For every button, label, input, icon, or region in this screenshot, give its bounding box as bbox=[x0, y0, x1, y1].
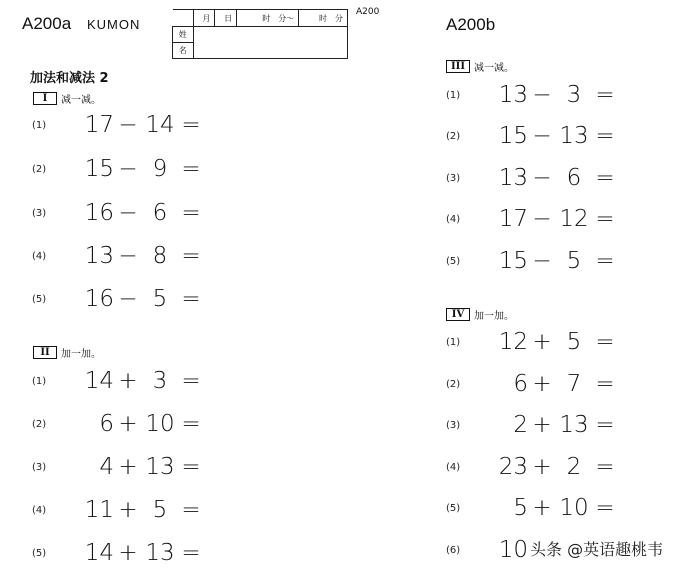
operator: + bbox=[118, 497, 138, 523]
operator: + bbox=[532, 495, 552, 521]
section-iv-label: IV bbox=[446, 308, 470, 321]
operand-a: 15 bbox=[498, 123, 528, 149]
operator: − bbox=[118, 156, 138, 182]
operand-b: 9 bbox=[152, 156, 168, 182]
operand-a: 17 bbox=[84, 112, 114, 138]
problem-number: (3) bbox=[32, 461, 47, 473]
operand-b: 10 bbox=[145, 411, 175, 437]
operator: − bbox=[118, 200, 138, 226]
right-page-code: A200b bbox=[446, 15, 496, 34]
worksheet-title: 加法和减法 2 bbox=[30, 71, 109, 86]
day-label: 日 bbox=[215, 10, 237, 27]
section-iv-instruction: 加一加。 bbox=[474, 311, 514, 322]
problem-number: (5) bbox=[446, 502, 461, 514]
equals-sign: = bbox=[595, 123, 615, 149]
operand-b: 6 bbox=[566, 165, 582, 191]
operator: + bbox=[532, 329, 552, 355]
operand-b: 13 bbox=[559, 412, 589, 438]
problem-row bbox=[32, 200, 204, 226]
problem-row bbox=[446, 206, 618, 232]
operand-a: 2 bbox=[513, 412, 528, 438]
section-iii-instruction: 减一减。 bbox=[474, 63, 515, 74]
operand-a: 23 bbox=[498, 454, 528, 480]
equals-sign: = bbox=[181, 286, 201, 312]
operator: − bbox=[118, 112, 138, 138]
problem-row bbox=[32, 112, 204, 138]
operand-a: 13 bbox=[498, 165, 528, 191]
problem-row bbox=[32, 368, 204, 394]
operand-a: 17 bbox=[498, 206, 528, 232]
operand-a: 4 bbox=[99, 454, 114, 480]
operand-a: 13 bbox=[84, 243, 114, 269]
operand-b: 7 bbox=[566, 371, 582, 397]
section-iii-label: III bbox=[446, 60, 470, 73]
equals-sign: = bbox=[181, 497, 201, 523]
problem-number: (4) bbox=[446, 461, 461, 473]
operand-a: 6 bbox=[99, 411, 114, 437]
equals-sign: = bbox=[181, 200, 201, 226]
operator: + bbox=[118, 368, 138, 394]
operand-b: 13 bbox=[145, 454, 175, 480]
operator: − bbox=[532, 248, 552, 274]
name-field[interactable] bbox=[193, 27, 348, 59]
operator: + bbox=[532, 371, 552, 397]
operand-a: 10 bbox=[498, 537, 528, 563]
equals-sign: = bbox=[181, 243, 201, 269]
operator: − bbox=[532, 123, 552, 149]
problem-number: (4) bbox=[32, 250, 47, 262]
operand-b: 8 bbox=[152, 243, 168, 269]
operator: + bbox=[532, 412, 552, 438]
operator: + bbox=[532, 454, 552, 480]
operand-b: 14 bbox=[145, 112, 175, 138]
operand-a: 15 bbox=[498, 248, 528, 274]
operator: + bbox=[118, 454, 138, 480]
equals-sign: = bbox=[181, 454, 201, 480]
problem-row bbox=[32, 497, 204, 523]
operand-a: 16 bbox=[84, 200, 114, 226]
problem-row bbox=[32, 454, 204, 480]
equals-sign: = bbox=[595, 495, 615, 521]
problem-number: (4) bbox=[32, 504, 47, 516]
problem-number: (5) bbox=[32, 293, 47, 305]
operand-b: 5 bbox=[566, 248, 582, 274]
problem-number: (3) bbox=[446, 172, 461, 184]
section-i-label: I bbox=[33, 92, 57, 105]
equals-sign: = bbox=[595, 206, 615, 232]
problem-row bbox=[32, 411, 204, 437]
section-ii-label: II bbox=[33, 346, 57, 359]
problem-number: (2) bbox=[446, 130, 461, 142]
operand-a: 6 bbox=[513, 371, 528, 397]
equals-sign: = bbox=[595, 329, 615, 355]
operand-b: 6 bbox=[152, 200, 168, 226]
equals-sign: = bbox=[181, 411, 201, 437]
equals-sign: = bbox=[595, 248, 615, 274]
equals-sign: = bbox=[595, 165, 615, 191]
operand-a: 11 bbox=[84, 497, 114, 523]
section-i-instruction: 减一减。 bbox=[61, 95, 101, 106]
operator: − bbox=[532, 165, 552, 191]
operand-a: 14 bbox=[84, 540, 114, 566]
operand-b: 2 bbox=[566, 454, 582, 480]
operand-a: 5 bbox=[513, 495, 528, 521]
operand-b: 5 bbox=[152, 286, 168, 312]
operator: + bbox=[118, 540, 138, 566]
operand-b: 12 bbox=[559, 206, 589, 232]
section-i-header bbox=[33, 91, 101, 106]
name-label-2: 名 bbox=[173, 43, 194, 59]
section-iv-header bbox=[446, 307, 514, 322]
problem-number: (1) bbox=[32, 375, 47, 387]
problem-row bbox=[32, 540, 204, 566]
problem-row bbox=[446, 412, 618, 438]
equals-sign: = bbox=[181, 540, 201, 566]
section-ii-header bbox=[33, 345, 101, 360]
section-ii-instruction: 加一加。 bbox=[61, 349, 101, 360]
problem-number: (2) bbox=[32, 163, 47, 175]
problem-row bbox=[446, 495, 618, 521]
problem-number: (5) bbox=[32, 547, 47, 559]
operand-b: 13 bbox=[559, 123, 589, 149]
left-page-code: A200a bbox=[22, 14, 72, 33]
problem-row bbox=[32, 156, 204, 182]
worksheet-ref: A200 bbox=[356, 7, 380, 17]
operator: − bbox=[532, 206, 552, 232]
operand-b: 3 bbox=[566, 82, 582, 108]
name-date-box bbox=[172, 9, 348, 59]
problem-row bbox=[446, 248, 618, 274]
problem-number: (2) bbox=[446, 378, 461, 390]
problem-number: (5) bbox=[446, 255, 461, 267]
operand-a: 14 bbox=[84, 368, 114, 394]
operand-b: 5 bbox=[152, 497, 168, 523]
equals-sign: = bbox=[595, 82, 615, 108]
operator: − bbox=[118, 243, 138, 269]
equals-sign: = bbox=[595, 412, 615, 438]
month-label: 月 bbox=[193, 10, 215, 27]
operand-a: 16 bbox=[84, 286, 114, 312]
problem-row bbox=[446, 82, 618, 108]
operand-b: 10 bbox=[559, 495, 589, 521]
problem-number: (3) bbox=[446, 419, 461, 431]
name-label-1: 姓 bbox=[173, 27, 194, 43]
operand-a: 15 bbox=[84, 156, 114, 182]
operand-a: 13 bbox=[498, 82, 528, 108]
equals-sign: = bbox=[181, 368, 201, 394]
equals-sign: = bbox=[181, 112, 201, 138]
operator: − bbox=[118, 286, 138, 312]
operand-b: 13 bbox=[145, 540, 175, 566]
problem-number: (1) bbox=[446, 89, 461, 101]
kumon-logo: KUMON bbox=[87, 17, 141, 32]
problem-row bbox=[446, 165, 618, 191]
problem-number: (1) bbox=[446, 336, 461, 348]
equals-sign: = bbox=[595, 371, 615, 397]
watermark: 头条 @英语趣桃韦 bbox=[530, 540, 664, 559]
problem-row bbox=[32, 286, 204, 312]
problem-row bbox=[446, 454, 618, 480]
problem-number: (4) bbox=[446, 213, 461, 225]
operand-b: 5 bbox=[566, 329, 582, 355]
problem-number: (2) bbox=[32, 418, 47, 430]
section-iii-header bbox=[446, 59, 514, 74]
problem-row bbox=[446, 371, 618, 397]
problem-row bbox=[32, 243, 204, 269]
problem-number: (1) bbox=[32, 119, 47, 131]
operand-a: 12 bbox=[498, 329, 528, 355]
operator: − bbox=[532, 82, 552, 108]
problem-row bbox=[446, 329, 618, 355]
equals-sign: = bbox=[595, 454, 615, 480]
operand-b: 3 bbox=[152, 368, 168, 394]
end-time-label: 时 分 bbox=[299, 10, 348, 27]
problem-number: (6) bbox=[446, 544, 461, 556]
equals-sign: = bbox=[181, 156, 201, 182]
operator: + bbox=[118, 411, 138, 437]
problem-row bbox=[446, 123, 618, 149]
start-time-label: 时 分～ bbox=[237, 10, 299, 27]
problem-number: (3) bbox=[32, 207, 47, 219]
